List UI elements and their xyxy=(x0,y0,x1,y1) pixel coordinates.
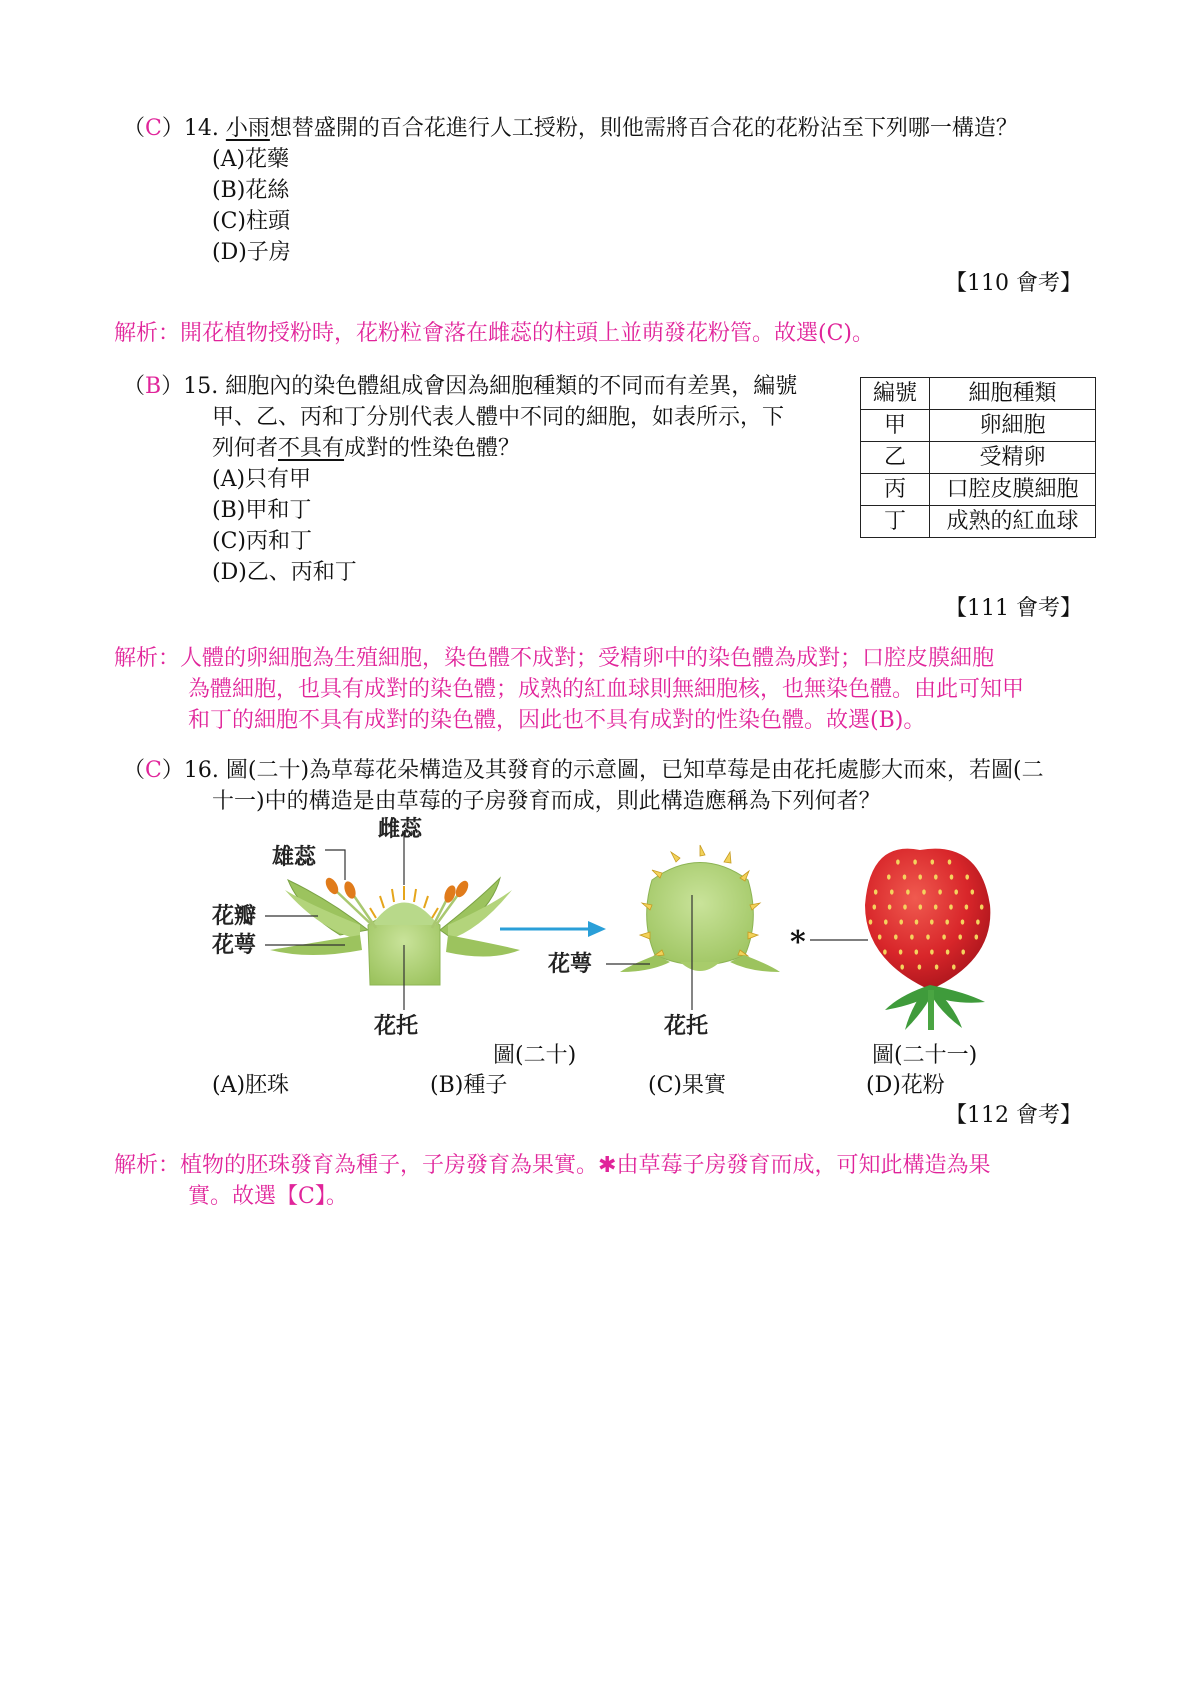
label-stamen: 雄蕊 xyxy=(272,845,317,870)
table-cell: 甲 xyxy=(861,410,930,442)
strawberry-seed xyxy=(887,874,891,879)
strawberry-seed xyxy=(930,919,934,924)
q15-option-c: (C)丙和丁 xyxy=(212,529,312,554)
q14-source: 【110 會考】 xyxy=(945,271,1082,296)
q16-analysis-line2: 實。故選【C】。 xyxy=(188,1184,348,1209)
strawberry-seed xyxy=(945,919,949,924)
q16-option-b: (B)種子 xyxy=(430,1073,508,1098)
table-cell: 卵細胞 xyxy=(930,410,1096,442)
strawberry-seed xyxy=(873,904,877,909)
strawberry-seed xyxy=(883,949,887,954)
analysis-label: 解析： xyxy=(114,646,181,671)
q16-analysis-line1: 解析：植物的胚珠發育為種子，子房發育為果實。✱由草莓子房發育而成，可知此構造為果 xyxy=(114,1153,991,1178)
q14-option-a: (A)花藥 xyxy=(212,147,290,172)
table-cell: 丁 xyxy=(861,506,930,538)
strawberry-seed xyxy=(976,919,980,924)
q15-number: 15. xyxy=(183,374,219,399)
q16-answer: C xyxy=(145,758,162,783)
table-header: 細胞種類 xyxy=(930,378,1096,410)
table-cell: 口腔皮膜細胞 xyxy=(930,474,1096,506)
strawberry-seed xyxy=(950,874,954,879)
strawberry-seed xyxy=(935,964,939,969)
q14-number: 14. xyxy=(183,116,219,141)
table-cell: 成熟的紅血球 xyxy=(930,506,1096,538)
caption-figure-21: 圖(二十一) xyxy=(872,1043,978,1068)
strawberry-seed xyxy=(896,859,900,864)
strawberry-seed xyxy=(919,904,923,909)
q14-name: 小雨 xyxy=(225,116,270,141)
label-petal: 花瓣 xyxy=(212,904,257,929)
strawberry-seed xyxy=(934,904,938,909)
q14-option-b: (B)花絲 xyxy=(212,178,290,203)
strawberry-seed xyxy=(952,964,956,969)
q14-answer: C xyxy=(145,116,162,141)
q14-stem-text: 想替盛開的百合花進行人工授粉，則他需將百合花的花粉沾至下列哪一構造？ xyxy=(269,116,1018,141)
strawberry-seed xyxy=(899,949,903,954)
q16-option-c: (C)果實 xyxy=(648,1073,726,1098)
strawberry-seed xyxy=(922,889,926,894)
strawberry-seed xyxy=(965,874,969,879)
q14-option-c: (C)柱頭 xyxy=(212,209,290,234)
table-cell: 受精卵 xyxy=(930,442,1096,474)
q14-stem: （C）14. 小雨想替盛開的百合花進行人工授粉，則他需將百合花的花粉沾至下列哪一構造？ xyxy=(123,116,1018,141)
strawberry-seed xyxy=(915,919,919,924)
q15-stem-line3: 列何者不具有成對的性染色體？ xyxy=(212,436,521,461)
label-sepal-2: 花萼 xyxy=(548,952,593,977)
strawberry-seed xyxy=(926,934,930,939)
q15-stem-line1: （B）15. 細胞內的染色體組成會因為細胞種類的不同而有差異，編號 xyxy=(123,374,798,399)
strawberry-seed xyxy=(934,874,938,879)
strawberry-seed xyxy=(888,904,892,909)
label-asterisk: * xyxy=(790,925,806,960)
q15-stem-line2: 甲、乙、丙和丁分別代表人體中不同的細胞，如表所示，下 xyxy=(212,405,785,430)
strawberry-seed xyxy=(971,889,975,894)
table-cell: 乙 xyxy=(861,442,930,474)
strawberry-seed xyxy=(903,874,907,879)
q15-analysis-line3: 和丁的細胞不具有成對的染色體，因此也不具有成對的性染色體。故選(B)。 xyxy=(188,708,926,733)
strawberry-seed xyxy=(931,859,935,864)
strawberry-seed xyxy=(918,964,922,969)
q15-option-d: (D)乙、丙和丁 xyxy=(212,560,357,585)
strawberry-seed xyxy=(975,934,979,939)
strawberry-seed xyxy=(980,904,984,909)
strawberry-seed xyxy=(961,919,965,924)
strawberry-seed xyxy=(949,904,953,909)
q15-analysis-line2: 為體細胞，也具有成對的染色體；成熟的紅血球則無細胞核，也無染色體。由此可知甲 xyxy=(188,677,1025,702)
q16-option-d: (D)花粉 xyxy=(866,1073,945,1098)
table-header: 編號 xyxy=(861,378,930,410)
q16-source: 【112 會考】 xyxy=(945,1103,1082,1128)
q15-option-b: (B)甲和丁 xyxy=(212,498,312,523)
q16-stem-line2: 十一)中的構造是由草莓的子房發育而成，則此構造應稱為下列何者？ xyxy=(212,789,881,814)
analysis-label: 解析： xyxy=(114,1153,181,1178)
strawberry-seed xyxy=(961,949,965,954)
strawberry-seed xyxy=(958,934,962,939)
development-arrow xyxy=(500,921,606,937)
strawberry-seed xyxy=(890,889,894,894)
strawberry-seed xyxy=(942,934,946,939)
analysis-label: 解析： xyxy=(114,321,181,346)
strawberry-seed xyxy=(903,904,907,909)
strawberry-seed xyxy=(894,934,898,939)
q15-analysis-line1: 解析：人體的卵細胞為生殖細胞，染色體不成對；受精卵中的染色體為成對；口腔皮膜細胞 xyxy=(114,646,995,671)
caption-figure-20: 圖(二十) xyxy=(493,1043,577,1068)
strawberry-seed xyxy=(899,919,903,924)
table-cell: 丙 xyxy=(861,474,930,506)
q15-answer: B xyxy=(145,374,162,399)
strawberry-seed xyxy=(954,889,958,894)
q14-option-d: (D)子房 xyxy=(212,240,291,265)
q16-stem-line1: （C）16. 圖(二十)為草莓花朵構造及其發育的示意圖，已知草莓是由花托處膨大而來，若圖(二 xyxy=(123,758,1044,783)
strawberry-seed xyxy=(910,934,914,939)
strawberry-fruit xyxy=(810,849,990,1030)
q15-emphasis: 不具有 xyxy=(278,436,345,461)
strawberry-seed xyxy=(900,964,904,969)
strawberry-seed xyxy=(915,949,919,954)
q15-option-a: (A)只有甲 xyxy=(212,467,312,492)
strawberry-seed xyxy=(948,859,952,864)
q16-number: 16. xyxy=(183,758,219,783)
strawberry-seed xyxy=(874,889,878,894)
strawberry-seed xyxy=(918,874,922,879)
label-receptacle-2: 花托 xyxy=(664,1014,709,1039)
strawberry-seed xyxy=(965,904,969,909)
strawberry-seed xyxy=(884,919,888,924)
q15-source: 【111 會考】 xyxy=(945,596,1082,621)
strawberry-seed xyxy=(938,889,942,894)
strawberry-seed xyxy=(946,949,950,954)
analysis-text: 開花植物授粉時，花粉粒會落在雌蕊的柱頭上並萌發花粉管。故選(C)。 xyxy=(180,321,875,346)
label-pistil: 雌蕊 xyxy=(378,817,423,842)
strawberry-seed xyxy=(913,859,917,864)
strawberry-seed xyxy=(906,889,910,894)
label-sepal: 花萼 xyxy=(212,933,257,958)
label-receptacle: 花托 xyxy=(374,1014,419,1039)
strawberry-seed xyxy=(878,934,882,939)
developing-receptacle xyxy=(606,845,780,1010)
strawberry-seed xyxy=(869,919,873,924)
q16-option-a: (A)胚珠 xyxy=(212,1073,290,1098)
strawberry-seed xyxy=(930,949,934,954)
